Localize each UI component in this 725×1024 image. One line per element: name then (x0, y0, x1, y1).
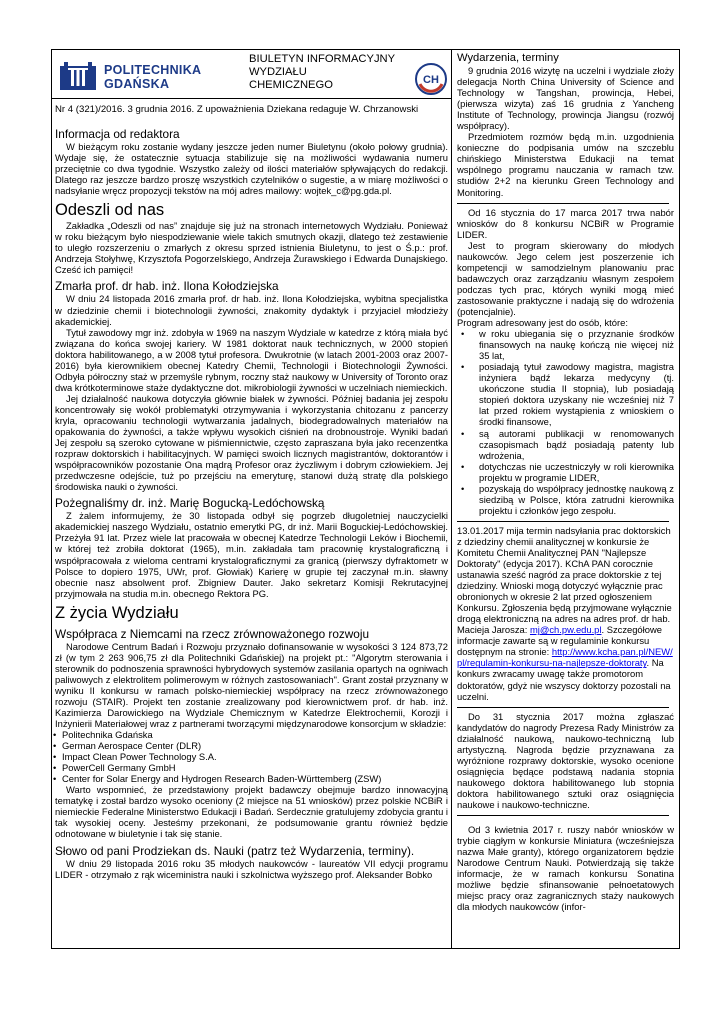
bogucka-text: Z żalem informujemy, że 30 listopada odbył się pogrzeb długoletniej nauczycielki akademickiej naszego Wydziału, ostatnio emerytki PG, dr inż. Marii Boguckiej-Ledóchowskiej. Przeżyła 91 lat. Przez wiele lat pracowała w obecnej Katedrze Technologii Leków i Biochemii, w której też zrobiła doktorat (1965), m.in. zakładała tam pracownię krystalograficzną i współpracowała z wieloma centrami krystalograficznymi za granicą (pierwszy dyfraktometr w Polsce to dopiero 1975, UWr, prof. Głowiak) Karierę w grupie tej zaczynał m.in. sławny obecnie nasz absolwent prof. Zbigniew Dauter. Jako sekretarz Komisji Rekrutacyjnej przyjmowała na studia m.in. obecnego Rektora PG. (55, 510, 448, 599)
list-item: • w roku ubiegania się o przyznanie środków finansowych na naukę kończą nie więcej niż 35 lat, (457, 328, 674, 361)
kolodziejska-paragraph-2: Tytuł zawodowy mgr inż. zdobyła w 1969 na naszym Wydziale w katedrze z którą miała być związana do końca swojej kariery. W 1981 doktorat nauk technicznych, w 2000 stopień doktora habilitowanego, a w 2008 tytuł profesora. Dwukrotnie (w latach 2001-2003 oraz 2007-2016) była kierownikiem obecnej Katedry Chemii, Technologii i Biotechnologii Żywności. Odbyła półroczny staż w przemyśle rybnym, roczny staż naukowy w University of Toronto oraz dwa krótkoterminowe staże dydaktyczne dot. mikrobiologii żywności w uczelniach niemieckich. (55, 326, 448, 393)
events-paragraph-5: Program adresowany jest do osób, które: (457, 317, 628, 329)
events-heading: Wydarzenia, terminy (457, 52, 559, 64)
events-paragraph-3: Od 16 stycznia do 17 marca 2017 trwa nabór wniosków do 8 konkursu NCBiR w Programie LIDER. (457, 206, 674, 240)
list-item: • Impact Clean Power Technology S.A. (55, 751, 448, 762)
list-item: • Politechnika Gdańska (55, 729, 448, 740)
list-item: • German Aerospace Center (DLR) (55, 740, 448, 751)
list-item: • pozyskają do współpracy jednostkę naukową z siedzibą w Polsce, która zatrudni kierownika projektu i członków jego zespołu. (457, 483, 674, 516)
prodziekan-text: W dniu 29 listopada 2016 roku 35 młodych naukowców - laureatów VII edycji programu LIDER - otrzymało z rąk wiceministra nauki i szkolnictwa wyższego prof. Aleksander Bobko (55, 857, 448, 880)
niemcy-heading: Współpraca z Niemcami na rzecz zrównoważonego rozwoju (55, 626, 370, 641)
consortium-list (55, 729, 448, 784)
issue-line: Nr 4 (321)/2016. 3 grudnia 2016. Z upoważnienia Dziekana redaguje W. Chrzanowski (55, 104, 419, 115)
zycia-heading: Z życia Wydziału (55, 603, 179, 622)
odeszli-heading: Odeszli od nas (55, 201, 165, 220)
kolodziejska-heading: Zmarła prof. dr hab. inż. Ilona Kołodziejska (55, 279, 279, 294)
prodziekan-heading: Słowo od pani Prodziekan ds. Nauki (patrz też Wydarzenia, terminy). (55, 843, 415, 858)
right-column (457, 52, 674, 912)
events-paragraph-6-b: . Szczegółowe informacje zawarte są w regulaminie konkursu dostępnym na stronie: (457, 624, 662, 658)
bogucka-heading: Pożegnaliśmy dr. inż. Marię Bogucką-Ledóchowską (55, 496, 325, 511)
events-paragraph-6-a: 13.01.2017 mija termin nadsyłania prac doktorskich z dziedziny chemii analitycznej w konkursie że Komitetu Chemii Analitycznej PAN "Najlepsze Doktoraty" (edycja 2017). KChA PAN corocznie ustanawia sześć nagród za prace doktorskie z tej dziedziny. Wnioski mogą dotyczyć wyłącznie prac obronionych w okresie 2 lat przed ogłoszeniem Konkursu. Zgłoszenia będą przyjmowane wyłącznie drogą elektroniczną na adres na adres prof. dr hab. Macieja Jarosza: (457, 524, 672, 636)
bulletin-title-line-3: CHEMICZNEGO (249, 79, 333, 92)
editor-text: W bieżącym roku zostanie wydany jeszcze jeden numer Biuletynu (około połowy grudnia). Wydaje się, że ostatecznie sytuacja stabilizuje się na możliwości wydawania numeru przeciętnie co dwa tygodnie. Wszystko zależy od ilości materiałów spływających do redakcji. Dlatego raz jeszcze bardzo proszę wszystkich czytelników o sugestie, a w miarę możliwości o nadsyłanie wręcz propozycji tekstów na mój adres mailowy: wojtek_c@pg.gda.pl. (55, 141, 448, 197)
list-item: • posiadają tytuł zawodowy magistra, magistra inżyniera bądź lekarza medycyny (tj. ukończone studia II stopnia), lub posiadają stopień doktora uzyskany nie wcześniej niż 7 lat przed rokiem wystąpienia z wnioskiem o środki finansowe, (457, 361, 674, 427)
left-column (55, 123, 448, 880)
column-divider (451, 49, 452, 949)
bulletin-title (249, 53, 395, 93)
events-paragraph-4: Jest to program skierowany do młodych naukowców. Jego celem jest poszerzenie ich kompetencji w samodzielnym planowaniu prac badawczych oraz zarządzaniu własnym zespołem podczas tych prac, których wyniki mogą mieć zastosowanie praktyczne i nadają się do wdrożenia (potencjalnie). (457, 239, 674, 317)
bulletin-title-line-1: BIULETYN INFORMACYJNY (249, 53, 396, 65)
regulations-link[interactable]: http://www.kcha.pan.pl/NEW/pl/regulamin-konkursu-na-najlepsze-doktoraty (457, 646, 673, 669)
chemistry-faculty-logo-icon (414, 62, 448, 96)
lider-criteria-list (457, 328, 674, 516)
list-item: • Center for Solar Energy and Hydrogen Research Baden-Württemberg (ZSW) (55, 773, 448, 784)
ch-logo-text: CH (423, 74, 439, 86)
editor-heading: Informacja od redaktora (55, 127, 180, 141)
niemcy-paragraph-1: Narodowe Centrum Badań i Rozwoju przyznało dofinansowanie w wysokości 3 124 873,72 zł (w tym 2 263 906,75 zł dla Politechniki Gdańskiej) na projekt pt.: "Algorytm sterowania i sterownik do podnoszenia sprawności hybrydowych systemów zasilania opartych na ogniwach paliwowych z elektrolitem polimerowym w różnych zastosowaniach". Grant został przyznany w wyniku II konkursu w ramach polsko-niemieckiej współpracy na rzecz zrównoważonego rozwoju (STAIR). Projekt ten zostanie zrealizowany pod kierownictwem prof. dr hab. inż. Kazimierza Darowickiego na Wydziale Chemicznym w Katedrze Elektrochemii, Korozji i Inżynierii Materiałowej wraz z partnerami tworzącymi międzynarodowe konsorcjum w składzie: (55, 640, 448, 730)
events-paragraph-6 (457, 525, 674, 702)
odeszli-text: Zakładka „Odeszli od nas” znajduje się już na stronach internetowych Wydziału. Ponieważ w roku bieżącym było niespodziewanie wiele takich smutnych okazji, dlatego też zestawienie to uległo rozszerzeniu o zmarłych z okresu sprzed istnienia Biuletynu, to jest o Ś.p.: prof. Andrzeja Stołyhwę, Krzysztofa Pogorzelskiego, Andrzeja Żurawskiego i Edwarda Dunajskiego. Cześć ich pamięci! (55, 220, 448, 276)
university-crest-icon (58, 60, 98, 94)
events-paragraph-8: Od 3 kwietnia 2017 r. ruszy nabór wniosków w trybie ciągłym w konkursie Miniatura (wcześniejsza nazwa Małe granty), którego organizatorem będzie Narodowe Centrum Nauki. Potwierdzają się także informacje, że w ramach konkursu Sonatina możliwe będzie sfinansowanie pełnoetatowych miejsc pracy oraz zagranicznych staży naukowych dla młodych naukowców (infor- (457, 824, 674, 913)
bulletin-title-line-2: WYDZIAŁU (249, 66, 307, 79)
kolodziejska-paragraph-3: Jej działalność naukowa dotyczyła głównie białek w żywności. Później badania jej zespołu koncentrowały się wokół problematyki otrzymywania i wykorzystania chitozanu z pancerzy kryla, opracowaniu technologii wytwarzania jadalnych, biodegradowalnych materiałów na opakowania do żywności, a także wpływu wysokich ciśnień na drobnoustroje. Wyniki badań Jej zespołu są szeroko cytowane w piśmiennictwie, często zapraszana była jako recenzentka rozpraw doktorskich i habilitacyjnych. W pamięci swoich licznych magistrantów, doktorantów i współpracowników pozostanie Ona mądrą Profesor oraz życzliwym i dobrym człowiekiem. Jej przedwczesne odejście, tuż po przejściu na emeryturę, stanowi dużą stratę dla polskiego środowiska nauki o żywności. (55, 392, 448, 493)
list-item: • dotychczas nie uczestniczyły w roli kierownika projektu w programie LIDER, (457, 461, 674, 483)
divider (457, 203, 669, 204)
header-rule (51, 98, 451, 99)
politechnika-logo (58, 58, 238, 98)
divider (457, 707, 669, 708)
events-paragraph-7: Do 31 stycznia 2017 można zgłaszać kandydatów do nagrody Prezesa Rady Ministrów za działalność naukową, naukowo-techniczną lub artystyczną. Nagroda będzie przyznawana za wyróżnione rozprawy doktorskie, wysoko ocenione osiągnięcia będące podstawą nadania stopnia naukowego doktora habilitowanego lub stopnia doktora habilitowanego sztuki oraz osiągnięcia naukowe i naukowo-techniczne. (457, 710, 674, 810)
niemcy-paragraph-2: Warto wspomnieć, że przedstawiony projekt badawczy obejmuje bardzo innowacyjną tematykę i został bardzo wysoko oceniony (2 miejsce na 51 wniosków) przez polskie NCBiR i niemieckie Federalne Ministerstwo Edukacji i Badań. Serdecznie gratulujemy zdobycia grantu i tak wysokiej oceny. Jesteśmy przekonani, że podsumowanie grantu również będzie odnotowane w biuletynie i tak się stanie. (55, 784, 448, 840)
email-link[interactable]: mj@ch.pw.edu.pl (529, 624, 602, 636)
kolodziejska-paragraph-1: W dniu 24 listopada 2016 zmarła prof. dr hab. inż. Ilona Kołodziejska, wybitna specjalistka w dziedzinie chemii i biotechnologii żywności, znakomity dydaktyk i przyjaciel młodzieży akademickiej. (55, 293, 448, 327)
events-paragraph-2: Przedmiotem rozmów będą m.in. uzgodnienia konieczne do podpisania umów na szczeblu chińskiego Ministerstwa Edukacji na temat wspólnego programu nauczania w ramach tzw. studiów 2+2 na kierunku Green Technology and Monitoring. (457, 131, 674, 198)
list-item: • są autorami publikacji w renomowanych czasopismach bądź posiadają patenty lub wdrożenia, (457, 428, 674, 461)
logo-line-2: GDAŃSKA (104, 77, 170, 91)
events-paragraph-6-c: . Na konkurs zwracamy uwagę także promotorom doktoratów, gdyż nie wszyscy doktorzy pozostali na uczelni. (457, 657, 671, 702)
divider (457, 815, 669, 816)
logo-line-1: POLITECHNIKA (104, 63, 202, 77)
events-paragraph-1: 9 grudnia 2016 wizytę na uczelni i wydziale złoży delegacja North China University of Science and Technology w Tangshan, prowincja, Hebei, (pierwsza wizyta) zaś 16 grudnia z Yancheng Institute of Technology, prowincja Jiangsu (rozwój współpracy). (457, 65, 674, 132)
list-item: • PowerCell Germany GmbH (55, 762, 448, 773)
divider (457, 521, 669, 522)
